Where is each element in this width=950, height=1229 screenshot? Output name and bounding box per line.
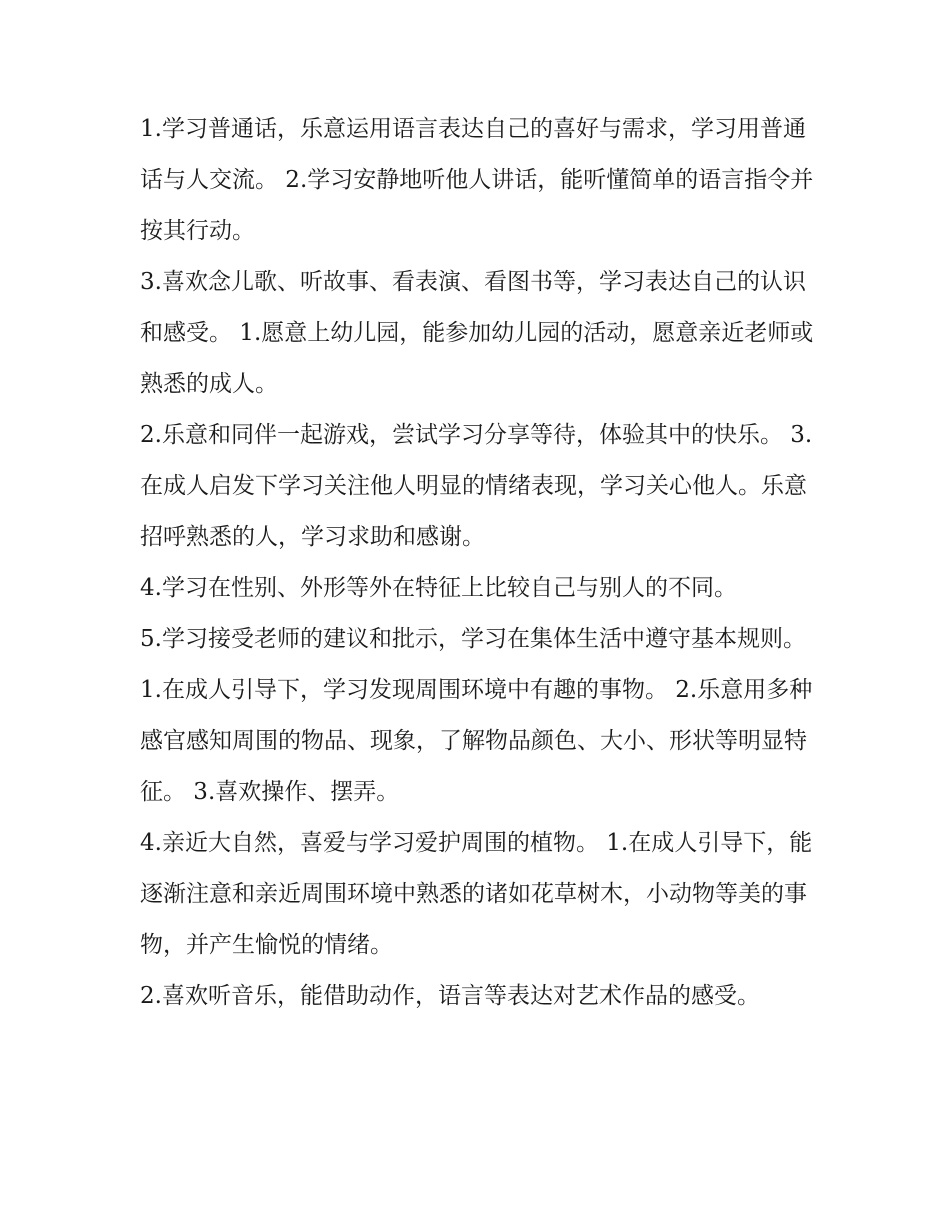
- document-body: [140, 104, 820, 1022]
- paragraph-5: 5.学习接受老师的建议和批示，学习在集体生活中遵守基本规则。: [140, 626, 806, 652]
- paragraph-3: 2.乐意和同伴一起游戏，尝试学习分享等待，体验其中的快乐。 3.在成人启发下学习关注他人明显的情绪表现，学习关心他人。乐意招呼熟悉的人，学习求助和感谢。: [140, 422, 813, 550]
- paragraph-7: 4.亲近大自然，喜爱与学习爱护周围的植物。 1.在成人引导下，能逐渐注意和亲近周围环境中熟悉的诸如花草树木，小动物等美的事物，并产生愉悦的情绪。: [140, 830, 813, 958]
- paragraph-1: 1.学习普通话，乐意运用语言表达自己的喜好与需求，学习用普通话与人交流。 2.学习安静地听他人讲话，能听懂简单的语言指令并按其行动。: [140, 116, 814, 244]
- paragraph-6: 1.在成人引导下，学习发现周围环境中有趣的事物。 2.乐意用多种感官感知周围的物品、现象，了解物品颜色、大小、形状等明显特征。 3.喜欢操作、摆弄。: [140, 677, 813, 805]
- paragraph-4: 4.学习在性别、外形等外在特征上比较自己与别人的不同。: [140, 575, 737, 601]
- paragraph-2: 3.喜欢念儿歌、听故事、看表演、看图书等，学习表达自己的认识和感受。 1.愿意上幼儿园，能参加幼儿园的活动，愿意亲近老师或熟悉的成人。: [140, 269, 814, 397]
- paragraph-8: 2.喜欢听音乐，能借助动作，语言等表达对艺术作品的感受。: [140, 983, 760, 1009]
